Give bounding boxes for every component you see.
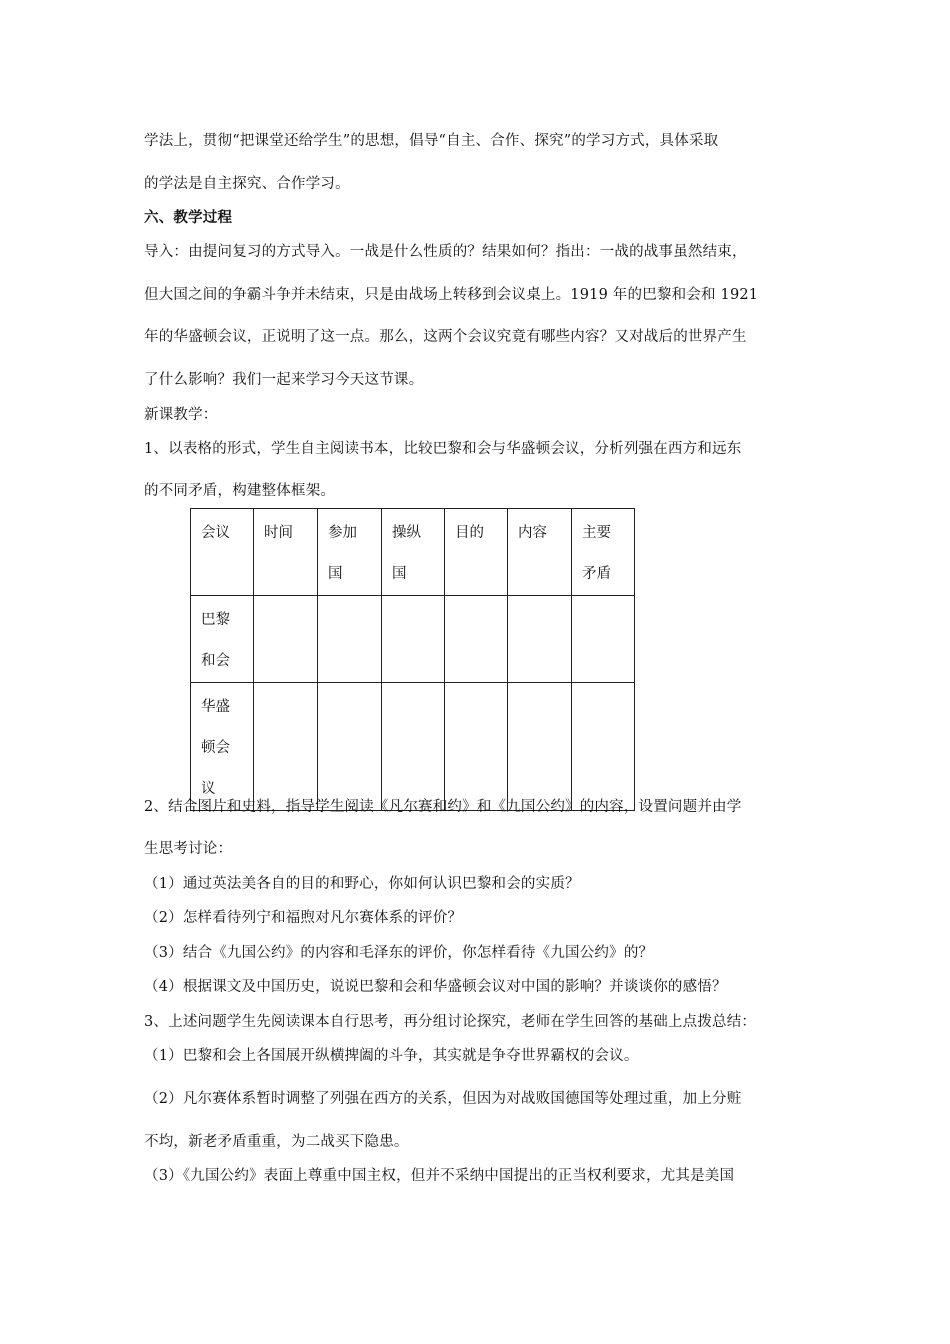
table-row (191, 683, 635, 811)
paragraph-line: 了什么影响？我们一起来学习今天这节课。 (144, 372, 424, 388)
question-line: （3）结合《九国公约》的内容和毛泽东的评价，你怎样看待《九国公约》的？ (144, 945, 654, 961)
paragraph-line: 导入：由提问复习的方式导入。一战是什么性质的？结果如何？指出：一战的战事虽然结束， (144, 244, 747, 260)
header-cell: 主要 矛盾 (572, 509, 635, 596)
paragraph-line: 3、上述问题学生先阅读课本自行思考，再分组讨论探究，老师在学生回答的基础上点拨总结： (144, 1014, 757, 1030)
paragraph-line: 学法上，贯彻“把课堂还给学生”的思想，倡导“自主、合作、探究”的学习方式，具体采取 (144, 133, 719, 149)
header-cell: 目的 (445, 509, 508, 596)
comparison-table (190, 508, 635, 811)
table-cell (254, 683, 318, 811)
table-cell (254, 596, 318, 683)
header-cell: 内容 (508, 509, 572, 596)
section-heading: 六、教学过程 (144, 209, 233, 226)
question-line: （1）通过英法美各自的目的和野心，你如何认识巴黎和会的实质？ (144, 876, 580, 892)
answer-line: （3）《九国公约》表面上尊重中国主权，但并不采纳中国提出的正当权利要求，尤其是美国 (144, 1168, 735, 1184)
header-cell: 会议 (191, 509, 254, 596)
table-cell (445, 596, 508, 683)
table-cell (508, 596, 572, 683)
paragraph-line: 的不同矛盾，构建整体框架。 (144, 483, 336, 499)
table-cell (572, 596, 635, 683)
paragraph-line: 但大国之间的争霸斗争并未结束，只是由战场上转移到会议桌上。1919 年的巴黎和会和 1921 (144, 287, 759, 303)
paragraph-line: 2、结合图片和史料，指导学生阅读《凡尔赛和约》和《九国公约》的内容，设置问题并由学 (144, 799, 742, 815)
table-row (191, 596, 635, 683)
paragraph-line: 新课教学： (144, 407, 218, 423)
paragraph-line: 1、以表格的形式，学生自主阅读书本，比较巴黎和会与华盛顿会议，分析列强在西方和远东 (144, 441, 742, 457)
paragraph-line: 的学法是自主探究、合作学习。 (144, 176, 350, 192)
table-cell (445, 683, 508, 811)
answer-line: （2）凡尔赛体系暂时调整了列强在西方的关系，但因为对战败国德国等处理过重，加上分赃 (144, 1091, 742, 1107)
header-cell: 参加 国 (318, 509, 382, 596)
row-label-cell: 巴黎 和会 (191, 596, 254, 683)
header-cell: 时间 (254, 509, 318, 596)
table-cell (508, 683, 572, 811)
row-label-cell: 华盛 顿会 议 (191, 683, 254, 811)
table-cell (572, 683, 635, 811)
question-line: （2）怎样看待列宁和福煦对凡尔赛体系的评价？ (144, 910, 463, 926)
table-cell (382, 596, 445, 683)
table-cell (318, 683, 382, 811)
header-cell: 操纵 国 (382, 509, 445, 596)
table-cell (318, 596, 382, 683)
paragraph-line: 年的华盛顿会议，正说明了这一点。那么，这两个会议究竟有哪些内容？又对战后的世界产生 (144, 329, 747, 345)
table-cell (382, 683, 445, 811)
paragraph-line: 生思考讨论： (144, 841, 233, 857)
question-line: （4）根据课文及中国历史，说说巴黎和会和华盛顿会议对中国的影响？并谈谈你的感悟？ (144, 979, 727, 995)
answer-line: （1）巴黎和会上各国展开纵横捭阖的斗争，其实就是争夺世界霸权的会议。 (144, 1048, 639, 1064)
answer-line: 不均，新老矛盾重重，为二战买下隐患。 (144, 1134, 409, 1150)
table-header-row (191, 509, 635, 596)
